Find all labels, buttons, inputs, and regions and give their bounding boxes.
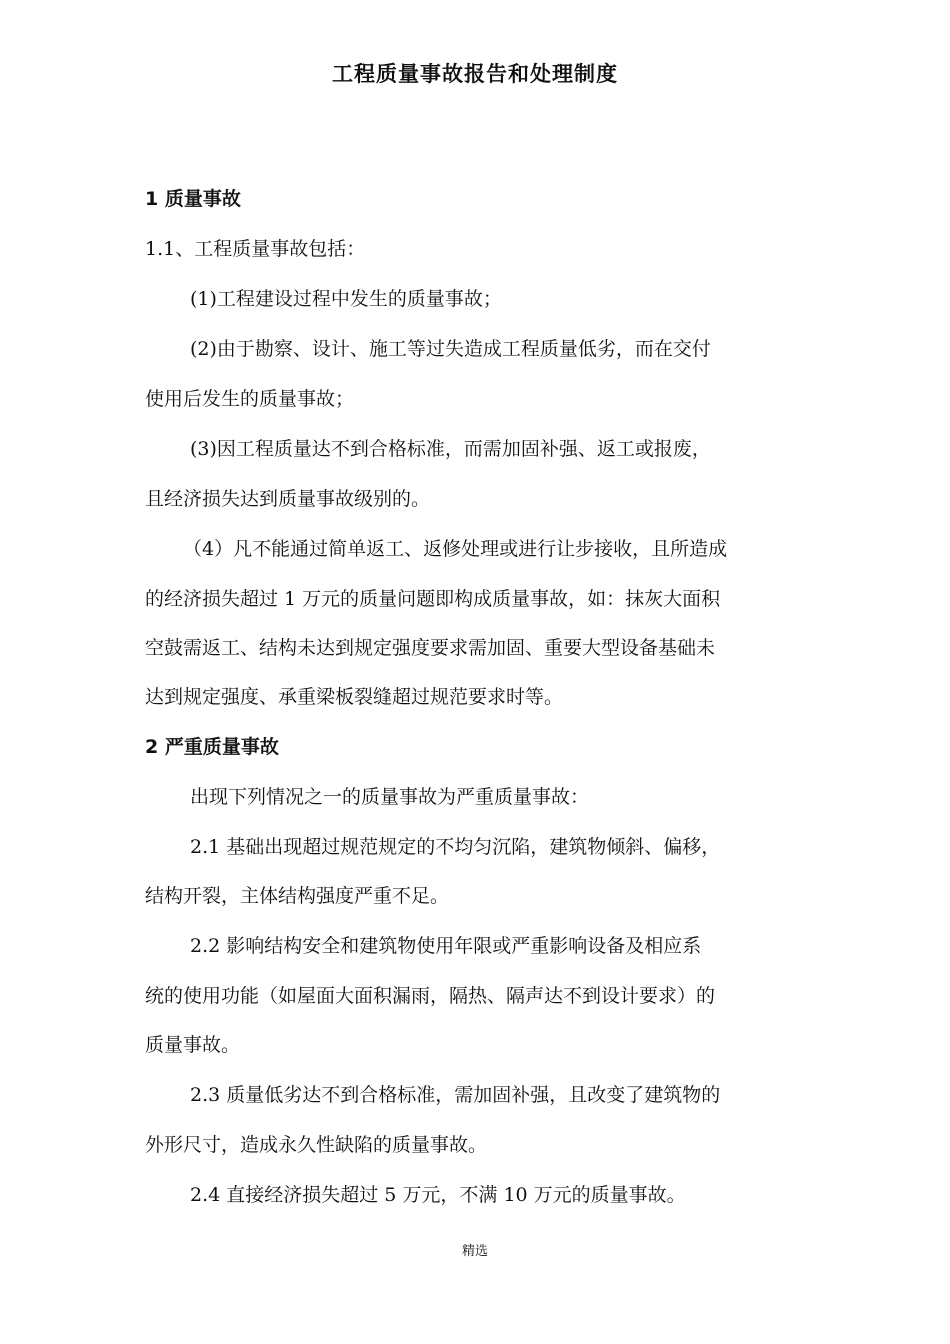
section-2-4-line-1: 2.4 直接经济损失超过 5 万元，不满 10 万元的质量事故。 <box>190 1184 686 1206</box>
section-1-item-3-line-2: 且经济损失达到质量事故级别的。 <box>145 488 431 510</box>
section-1-item-4-line-1: （4）凡不能通过简单返工、返修处理或进行让步接收，且所造成 <box>183 538 728 560</box>
section-2-2-line-3: 质量事故。 <box>145 1034 241 1056</box>
section-1-intro: 1.1、工程质量事故包括： <box>145 238 366 260</box>
section-2-3-line-1: 2.3 质量低劣达不到合格标准，需加固补强，且改变了建筑物的 <box>190 1084 721 1106</box>
section-1-item-4-line-4: 达到规定强度、承重梁板裂缝超过规范要求时等。 <box>145 686 564 708</box>
page-footer: 精选 <box>461 1244 488 1259</box>
document-title: 工程质量事故报告和处理制度 <box>332 62 618 86</box>
section-1-heading: 1 质量事故 <box>145 188 241 210</box>
section-2-intro: 出现下列情况之一的质量事故为严重质量事故： <box>190 786 590 808</box>
section-1-item-2-line-1: (2)由于勘察、设计、施工等过失造成工程质量低劣，而在交付 <box>190 338 711 360</box>
section-2-2-line-2: 统的使用功能（如屋面大面积漏雨，隔热、隔声达不到设计要求）的 <box>145 985 716 1007</box>
section-1-item-4-line-3: 空鼓需返工、结构未达到规定强度要求需加固、重要大型设备基础未 <box>145 637 716 659</box>
section-1-item-1: (1)工程建设过程中发生的质量事故； <box>190 288 502 310</box>
section-2-1-line-2: 结构开裂，主体结构强度严重不足。 <box>145 885 450 907</box>
section-1-item-3-line-1: (3)因工程质量达不到合格标准，而需加固补强、返工或报废， <box>190 438 711 460</box>
section-2-2-line-1: 2.2 影响结构安全和建筑物使用年限或严重影响设备及相应系 <box>190 935 702 957</box>
section-1-item-2-line-2: 使用后发生的质量事故； <box>145 388 355 410</box>
section-1-item-4-line-2: 的经济损失超过 1 万元的质量问题即构成质量事故，如：抹灰大面积 <box>145 588 721 610</box>
section-2-3-line-2: 外形尺寸，造成永久性缺陷的质量事故。 <box>145 1134 488 1156</box>
section-2-1-line-1: 2.1 基础出现超过规范规定的不均匀沉陷，建筑物倾斜、偏移， <box>190 836 721 858</box>
section-2-heading: 2 严重质量事故 <box>145 736 279 758</box>
